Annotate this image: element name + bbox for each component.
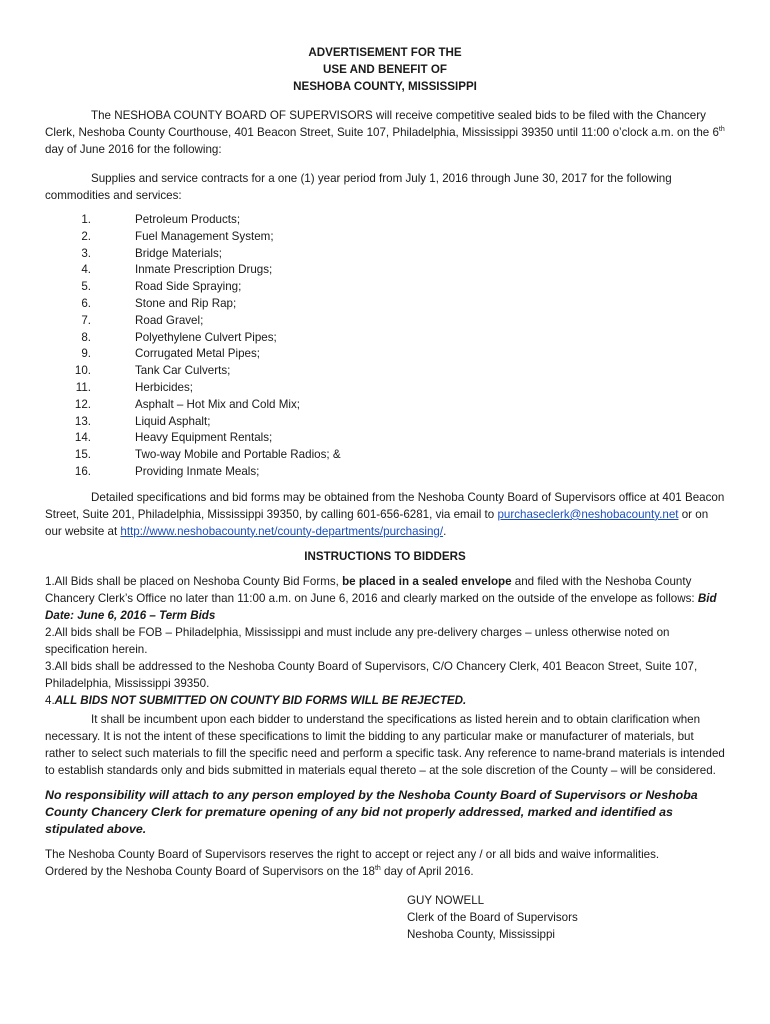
instruction-1-bold: be placed in a sealed envelope — [342, 574, 512, 588]
item-text: Heavy Equipment Rentals; — [135, 431, 273, 445]
ordered-text-1: Ordered by the Neshoba County Board of Supervisors on the 18 — [45, 864, 375, 878]
list-item — [45, 363, 725, 380]
item-number: 8. — [81, 330, 91, 344]
specs-text-2: or on our website at — [45, 507, 709, 538]
specs-text-3: . — [443, 524, 447, 538]
instructions-heading: INSTRUCTIONS TO BIDDERS — [304, 549, 466, 563]
signer-county: Neshoba County, Mississippi — [407, 927, 555, 941]
instruction-3 — [45, 658, 725, 692]
supplies-paragraph: Supplies and service contracts for a one (1) year period from July 1, 2016 through June 30, 2017 for the following commodities and services: — [45, 172, 672, 202]
instruction-1-text-a: All Bids shall be placed on Neshoba County Bid Forms, — [54, 574, 343, 588]
list-item — [45, 346, 725, 363]
instruction-3-text: All bids shall be addressed to the Neshoba County Board of Supervisors, C/O Chancery Clerk, 401 Beacon Street, Suite 107, Philadelphia, Mississippi 39350. — [45, 659, 698, 690]
specs-text-1: Detailed specifications and bid forms may be obtained from the Neshoba County Board of Supervisors office at 401 Beacon Street, Suite 201, Philadelphia, Mississippi 39350, by calling 601-656-6281, via email to — [45, 490, 725, 521]
item-number: 1. — [81, 213, 91, 226]
list-item — [45, 414, 725, 431]
item-text: Petroleum Products; — [135, 213, 241, 226]
item-text: Stone and Rip Rap; — [135, 296, 237, 310]
website-link[interactable]: http://www.neshobacounty.net/county-departments/purchasing/ — [120, 524, 444, 538]
signer-name: GUY NOWELL — [407, 893, 485, 907]
list-item — [45, 447, 725, 464]
signer-title: Clerk of the Board of Supervisors — [407, 910, 578, 924]
specifications-paragraph — [45, 489, 725, 540]
item-number: 6. — [81, 296, 91, 310]
item-number: 12. — [74, 397, 91, 411]
item-number: 16. — [74, 464, 91, 478]
intro-sup: th — [718, 126, 725, 134]
list-item — [45, 397, 725, 414]
item-number: 5. — [81, 280, 91, 294]
list-item — [45, 380, 725, 397]
ordered-sup: th — [374, 864, 381, 872]
intro-text-1: The NESHOBA COUNTY BOARD OF SUPERVISORS will receive competitive sealed bids to be filed with the Chancery Clerk, Neshoba County Courthouse, 401 Beacon Street, Suite 107, Philadelphia, Mississippi 39350 until 11:00 o’clock a.m. on the 6 — [45, 109, 719, 139]
item-text: Two-way Mobile and Portable Radios; & — [135, 448, 341, 462]
item-text: Asphalt – Hot Mix and Cold Mix; — [135, 397, 300, 411]
list-item — [45, 296, 725, 313]
document-page — [45, 44, 725, 943]
reserve-paragraph: The Neshoba County Board of Supervisors reserves the right to accept or reject any / or all bids and waive informalities. — [45, 847, 660, 861]
list-item — [45, 262, 725, 279]
item-text: Inmate Prescription Drugs; — [135, 263, 273, 277]
instruction-2 — [45, 624, 725, 658]
bid-date-label: Bid Date: June 6, 2016 – Term Bids — [45, 591, 717, 622]
list-item — [45, 212, 725, 229]
incumbent-paragraph: It shall be incumbent upon each bidder to understand the specifications as listed herein and to obtain clarification when necessary. It is not the intent of these specifications to limit the bidding to any particular make or manufacturer of materials, but rather to select such materials to fill the specific need and perform a specific task. Any reference to name-brand materials is intended to establish standards only and bids submitted in materials equal thereto – at the sole discretion of the County – will be considered. — [45, 712, 725, 777]
no-responsibility-paragraph: No responsibility will attach to any person employed by the Neshoba County Board of Supervisors or Neshoba County Chancery Clerk for premature opening of any bid not properly addressed, marked and identified as stipulated above. — [45, 787, 698, 836]
item-text: Herbicides; — [135, 380, 193, 394]
instruction-number: 3. — [45, 659, 55, 673]
item-text: Providing Inmate Meals; — [135, 464, 260, 478]
title-line-2: USE AND BENEFIT OF — [323, 63, 447, 76]
title-line-1: ADVERTISEMENT FOR THE — [308, 46, 462, 59]
instruction-number: 4. — [45, 693, 55, 707]
instruction-number: 2. — [45, 625, 55, 639]
signature-block — [407, 892, 725, 943]
list-item — [45, 330, 725, 347]
instruction-4 — [45, 692, 725, 709]
item-number: 7. — [81, 313, 91, 327]
list-item — [45, 313, 725, 330]
list-item — [45, 430, 725, 447]
item-text: Fuel Management System; — [135, 229, 274, 243]
instruction-number: 1. — [45, 574, 55, 588]
item-text: Polyethylene Culvert Pipes; — [135, 330, 277, 344]
item-text: Tank Car Culverts; — [135, 364, 231, 378]
instruction-4-text: ALL BIDS NOT SUBMITTED ON COUNTY BID FORMS WILL BE REJECTED. — [54, 693, 467, 707]
item-text: Bridge Materials; — [135, 246, 222, 260]
item-number: 2. — [81, 229, 91, 243]
item-number: 13. — [74, 414, 91, 428]
instruction-2-text: All bids shall be FOB – Philadelphia, Mississippi and must include any pre-delivery charges – unless otherwise noted on specification herein. — [45, 625, 670, 656]
item-text: Road Gravel; — [135, 313, 204, 327]
list-item — [45, 229, 725, 246]
document-title — [45, 44, 725, 95]
instruction-1-text-b: and filed with the Neshoba County Chancery Clerk’s Office no later than 11:00 a.m. on June 6, 2016 and clearly marked on the outside of the envelope as follows: — [45, 574, 698, 605]
commodities-list — [45, 212, 725, 481]
list-item — [45, 464, 725, 481]
item-number: 4. — [81, 263, 91, 277]
item-number: 15. — [74, 448, 91, 462]
item-number: 11. — [75, 380, 91, 394]
list-item — [45, 246, 725, 263]
intro-paragraph — [45, 107, 725, 158]
item-text: Liquid Asphalt; — [135, 414, 211, 428]
title-line-3: NESHOBA COUNTY, MISSISSIPPI — [293, 80, 477, 93]
item-text: Road Side Spraying; — [135, 280, 242, 294]
ordered-paragraph — [45, 863, 725, 880]
item-number: 9. — [81, 347, 91, 361]
item-text: Corrugated Metal Pipes; — [135, 347, 261, 361]
list-item — [45, 279, 725, 296]
item-number: 3. — [81, 246, 91, 260]
item-number: 10. — [74, 364, 91, 378]
item-number: 14. — [74, 431, 91, 445]
instruction-1 — [45, 573, 725, 624]
email-link[interactable]: purchaseclerk@neshobacounty.net — [497, 507, 679, 521]
intro-text-2: day of June 2016 for the following: — [45, 143, 222, 156]
ordered-text-2: day of April 2016. — [380, 864, 474, 878]
